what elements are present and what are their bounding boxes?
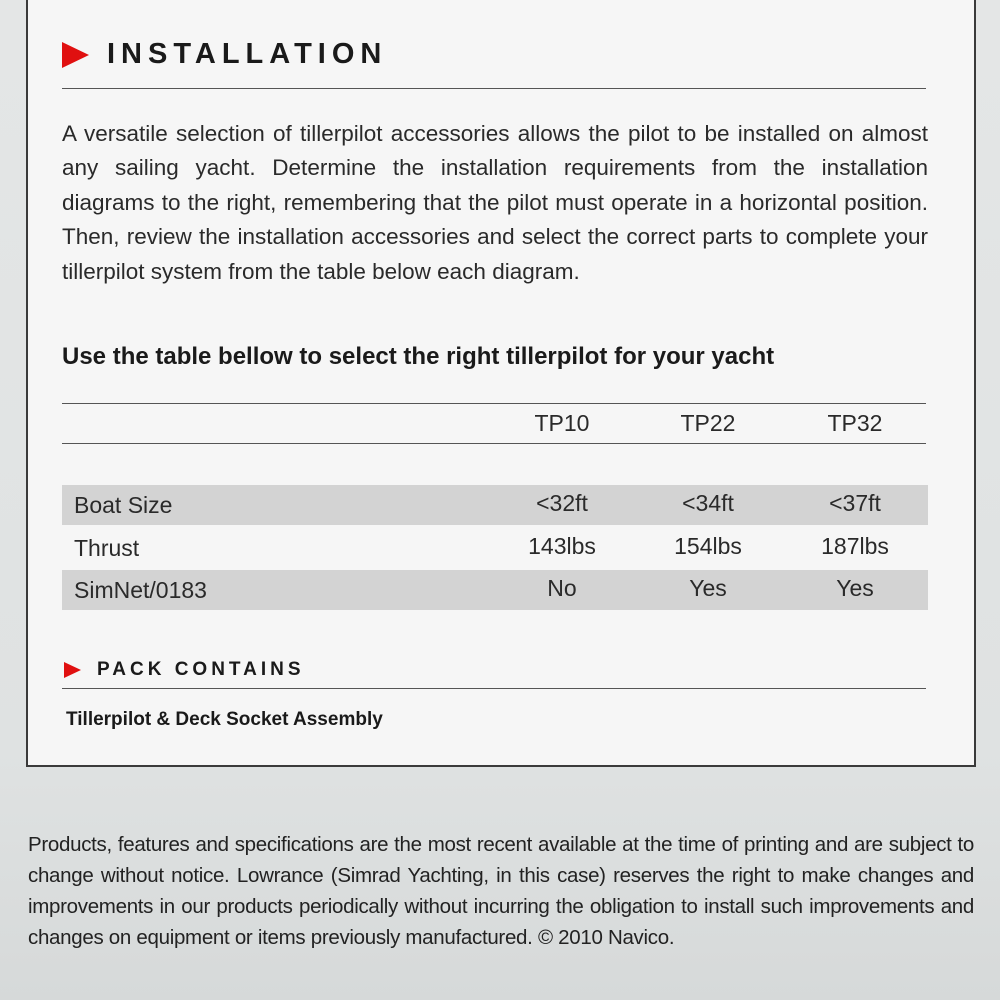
cell: Yes (836, 575, 874, 601)
red-triangle-icon (62, 42, 89, 68)
column-header-tp22: TP22 (680, 410, 736, 436)
table-row (62, 570, 928, 610)
cell: <37ft (829, 490, 881, 516)
red-triangle-icon (64, 662, 81, 678)
disclaimer: Products, features and specifications are the most recent available at the time of printing and are subject to change without notice. Lowrance (Simrad Yachting, in this case) reserves the right to make changes and improvements in our products periodically without incurring the obligation to install such improvements and changes on equipment or items previously manufactured. © 2010 Navico. (28, 833, 974, 949)
row-label: Boat Size (74, 492, 173, 518)
cell: 154lbs (674, 533, 742, 559)
cell: No (547, 575, 577, 601)
installation-panel (26, 0, 976, 767)
cell: 143lbs (528, 533, 596, 559)
cell: <32ft (536, 490, 588, 516)
pack-contents: Tillerpilot & Deck Socket Assembly (66, 709, 383, 730)
divider (62, 88, 926, 89)
cell: <34ft (682, 490, 734, 516)
divider (62, 403, 926, 404)
table-title: Use the table bellow to select the right tillerpilot for your yacht (62, 343, 775, 370)
table-row (62, 528, 928, 568)
pack-title: PACK CONTAINS (97, 659, 305, 680)
column-header-tp10: TP10 (534, 410, 590, 436)
divider (62, 688, 926, 689)
table-row (62, 485, 928, 525)
column-header-tp32: TP32 (827, 410, 883, 436)
divider (62, 443, 926, 444)
pack-heading (64, 659, 305, 681)
cell: Yes (689, 575, 727, 601)
cell: 187lbs (821, 533, 889, 559)
installation-paragraph: A versatile selection of tillerpilot accessories allows the pilot to be installed on almost any sailing yacht. Determine the installation requirements from the installation diagrams to the right, remembering that the pilot must operate in a horizontal position. Then, review the installation accessories and select the correct parts to complete your tillerpilot system from the table below each diagram. (62, 121, 928, 284)
installation-title: INSTALLATION (107, 38, 388, 70)
row-label: SimNet/0183 (74, 577, 207, 603)
installation-heading (62, 38, 387, 71)
row-label: Thrust (74, 535, 140, 561)
